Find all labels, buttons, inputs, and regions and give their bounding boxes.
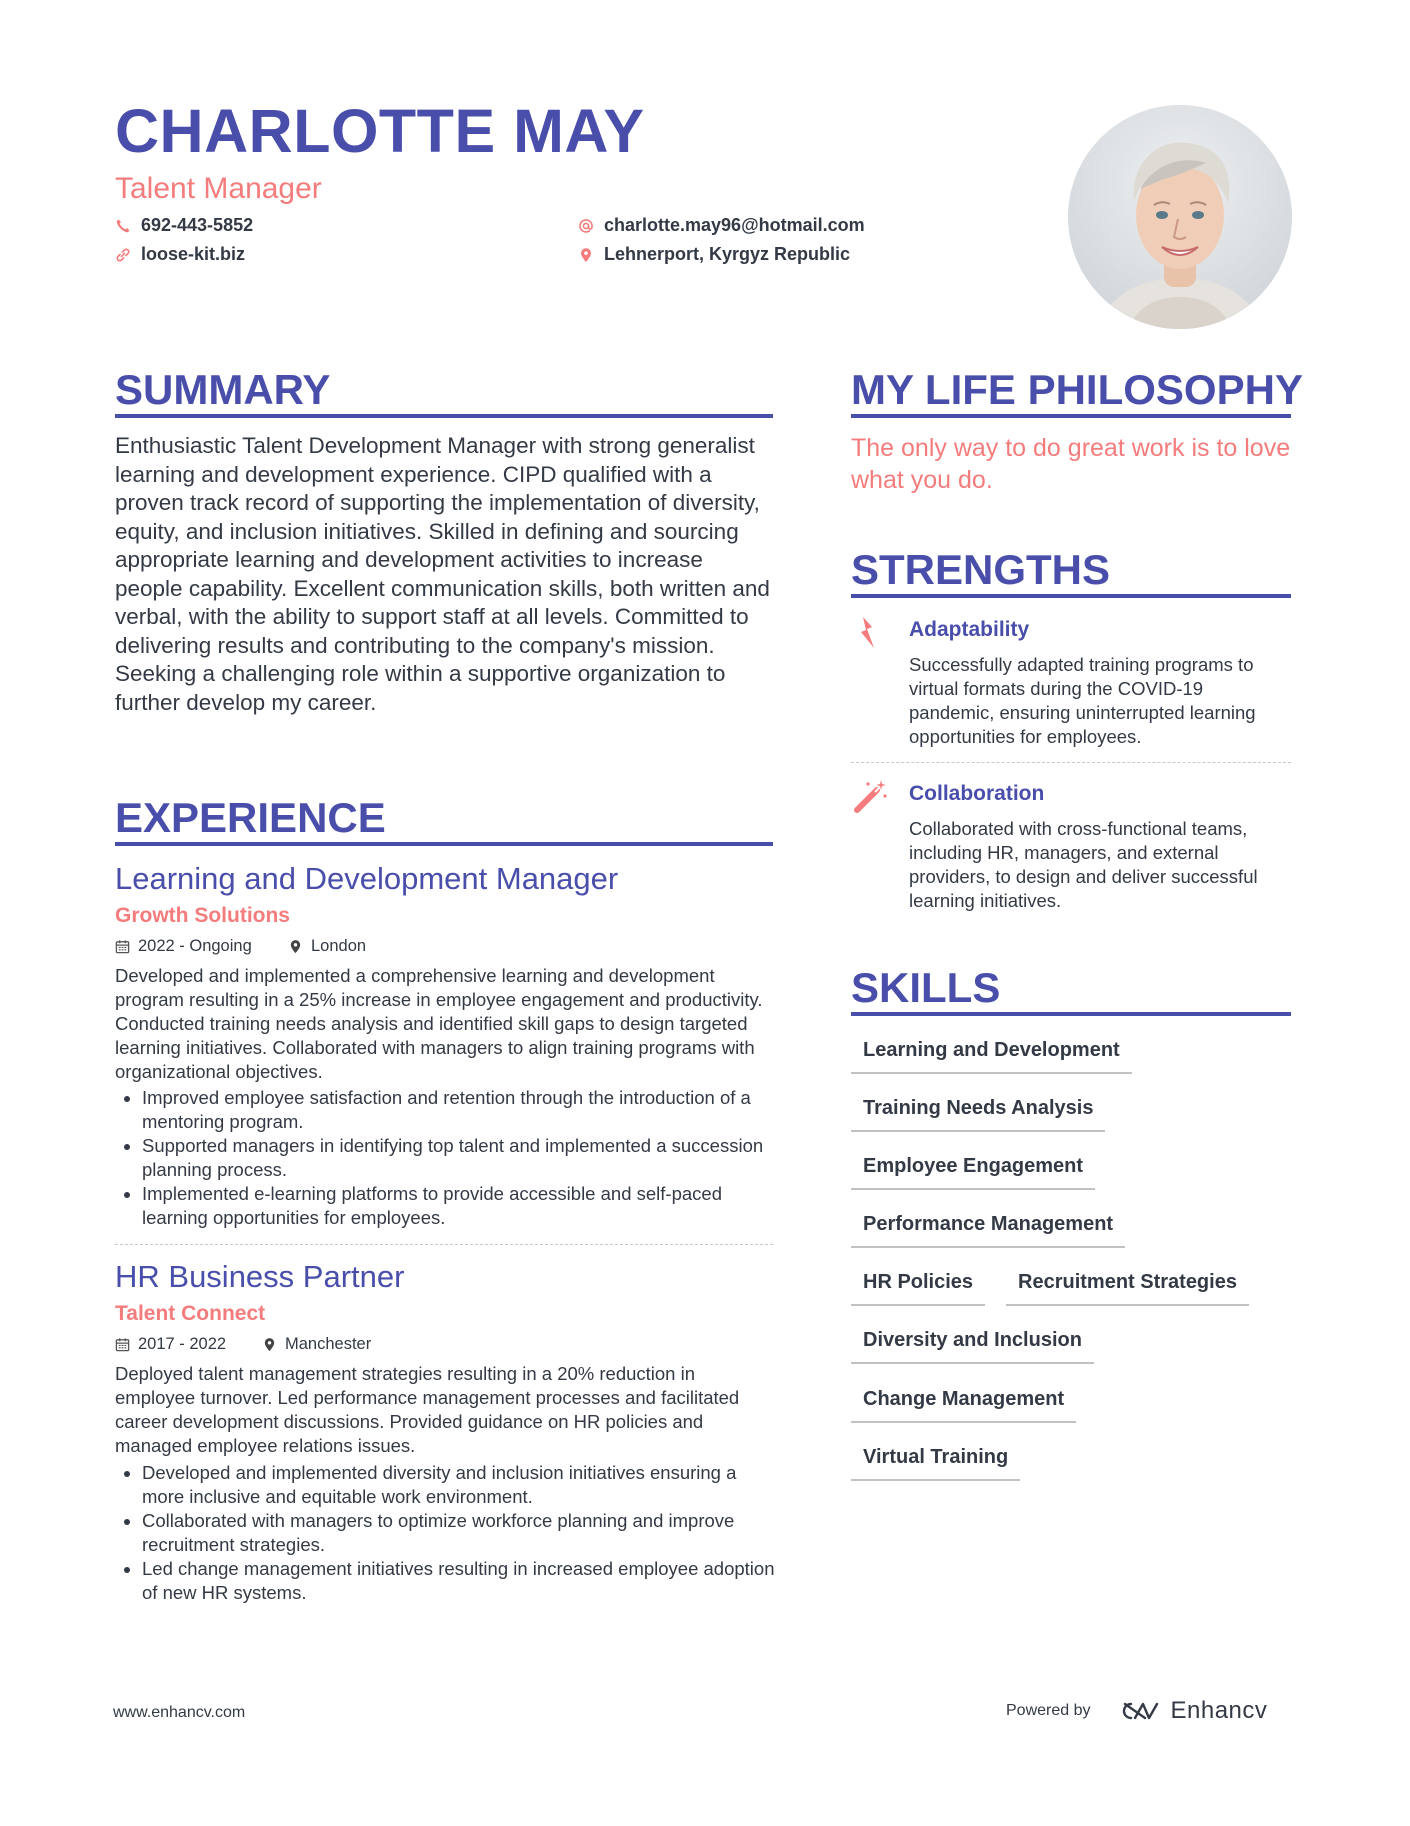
enhancv-logo[interactable] xyxy=(1115,1697,1268,1725)
job-dates xyxy=(115,1335,226,1354)
list-item: • Collaborated with managers to optimize workforce planning and improve recruitment strategies. xyxy=(142,1509,782,1557)
job-title: HR Business Partner xyxy=(115,1259,405,1294)
job-bullets xyxy=(115,1461,782,1605)
skill-tag: Performance Management xyxy=(851,1213,1125,1248)
link-icon xyxy=(115,247,131,263)
skills-heading: SKILLS xyxy=(851,964,1001,1011)
experience-heading: EXPERIENCE xyxy=(115,794,386,841)
contact-phone xyxy=(115,215,253,236)
philosophy-quote: The only way to do great work is to love what you do. xyxy=(851,434,1291,494)
enhancv-logo-icon xyxy=(1115,1699,1161,1723)
strength-title: Collaboration xyxy=(909,782,1045,805)
list-item: • Supported managers in identifying top talent and implemented a succession planning process. xyxy=(142,1134,782,1182)
summary-heading: SUMMARY xyxy=(115,366,331,413)
contact-website[interactable] xyxy=(115,244,245,265)
lightning-icon xyxy=(855,616,881,650)
job-dates-text: 2022 - Ongoing xyxy=(138,937,252,955)
job-description: Developed and implemented a comprehensive learning and development program resulting in a 25% increase in employee engagement and productivity. Conducted training needs analysis and identified skill gaps to design targeted learning initiatives. Collaborated with managers to align training programs with organizational objectives. xyxy=(115,965,763,1082)
strengths-rule xyxy=(851,594,1291,598)
candidate-name: CHARLOTTE MAY xyxy=(115,97,645,165)
skill-tag: Change Management xyxy=(851,1388,1076,1423)
job-description: Deployed talent management strategies resulting in a 20% reduction in employee turnover. Led performance management processes and facilitated career development discussions. Provided guidance on HR policies and managed employee relations issues. xyxy=(115,1363,740,1456)
strength-title: Adaptability xyxy=(909,618,1030,641)
list-item: • Implemented e-learning platforms to provide accessible and self-paced learning opportunities for employees. xyxy=(142,1182,782,1230)
location-pin-icon xyxy=(578,247,594,263)
skill-tag: HR Policies xyxy=(851,1271,985,1306)
enhancv-brand-text: Enhancv xyxy=(1170,1697,1268,1724)
contact-location xyxy=(578,244,850,265)
calendar-icon xyxy=(115,1337,130,1352)
strength-divider xyxy=(851,762,1291,763)
summary-rule xyxy=(115,414,773,418)
website-text[interactable]: loose-kit.biz xyxy=(141,244,246,264)
skill-tag: Employee Engagement xyxy=(851,1155,1095,1190)
magic-wand-icon xyxy=(853,778,889,814)
job-divider xyxy=(115,1244,773,1245)
footer-powered xyxy=(1006,1697,1267,1725)
profile-photo xyxy=(1068,105,1292,329)
job-location xyxy=(288,937,366,956)
location-pin-icon xyxy=(262,1337,277,1352)
experience-rule xyxy=(115,842,773,846)
footer-website[interactable]: www.enhancv.com xyxy=(113,1704,246,1721)
strength-description: Successfully adapted training programs to virtual formats during the COVID-19 pandemic, ensuring uninterrupted learning opportunities for employees. xyxy=(909,654,1256,747)
skill-tag: Training Needs Analysis xyxy=(851,1097,1105,1132)
calendar-icon xyxy=(115,939,130,954)
job-company: Talent Connect xyxy=(115,1302,266,1325)
skill-tag: Recruitment Strategies xyxy=(1006,1271,1249,1306)
strength-description: Collaborated with cross-functional teams, including HR, managers, and external providers, to design and deliver successful learning initiatives. xyxy=(909,818,1258,911)
job-location-text: London xyxy=(311,937,367,955)
strengths-heading: STRENGTHS xyxy=(851,546,1111,593)
job-location xyxy=(262,1335,371,1354)
powered-by-text: Powered by xyxy=(1006,1702,1091,1719)
skill-tag: Learning and Development xyxy=(851,1039,1132,1074)
list-item: • Developed and implemented diversity and inclusion initiatives ensuring a more inclusive and equitable work environment. xyxy=(142,1461,782,1509)
skill-tag: Diversity and Inclusion xyxy=(851,1329,1094,1364)
skill-tag: Virtual Training xyxy=(851,1446,1020,1481)
job-title: Learning and Development Manager xyxy=(115,861,619,896)
phone-text: 692-443-5852 xyxy=(141,215,254,235)
philosophy-rule xyxy=(851,414,1291,418)
summary-text: Enthusiastic Talent Development Manager with strong generalist learning and development experience. CIPD qualified with a proven track record of supporting the implementation of diversity, equity, and inclusion initiatives. Skilled in defining and sourcing appropriate learning and development activities to increase people capability. Excellent communication skills, both written and verbal, with the ability to support staff at all levels. Committed to delivering results and contributing to the company's mission. Seeking a challenging role within a supportive organization to further develop my career. xyxy=(115,433,770,715)
list-item: • Improved employee satisfaction and retention through the introduction of a mentoring program. xyxy=(142,1086,782,1134)
skills-rule xyxy=(851,1012,1291,1016)
location-pin-icon xyxy=(288,939,303,954)
job-bullets xyxy=(115,1086,782,1230)
location-text: Lehnerport, Kyrgyz Republic xyxy=(604,244,851,264)
at-icon xyxy=(578,218,594,234)
candidate-title: Talent Manager xyxy=(115,172,322,205)
job-dates-text: 2017 - 2022 xyxy=(138,1335,227,1353)
job-company: Growth Solutions xyxy=(115,904,290,927)
list-item: • Led change management initiatives resulting in increased employee adoption of new HR systems. xyxy=(142,1557,782,1605)
contact-email[interactable] xyxy=(578,215,865,236)
job-location-text: Manchester xyxy=(285,1335,372,1353)
phone-icon xyxy=(115,218,131,234)
job-dates xyxy=(115,937,252,956)
philosophy-heading: MY LIFE PHILOSOPHY xyxy=(851,366,1303,413)
email-text[interactable]: charlotte.may96@hotmail.com xyxy=(604,215,865,235)
